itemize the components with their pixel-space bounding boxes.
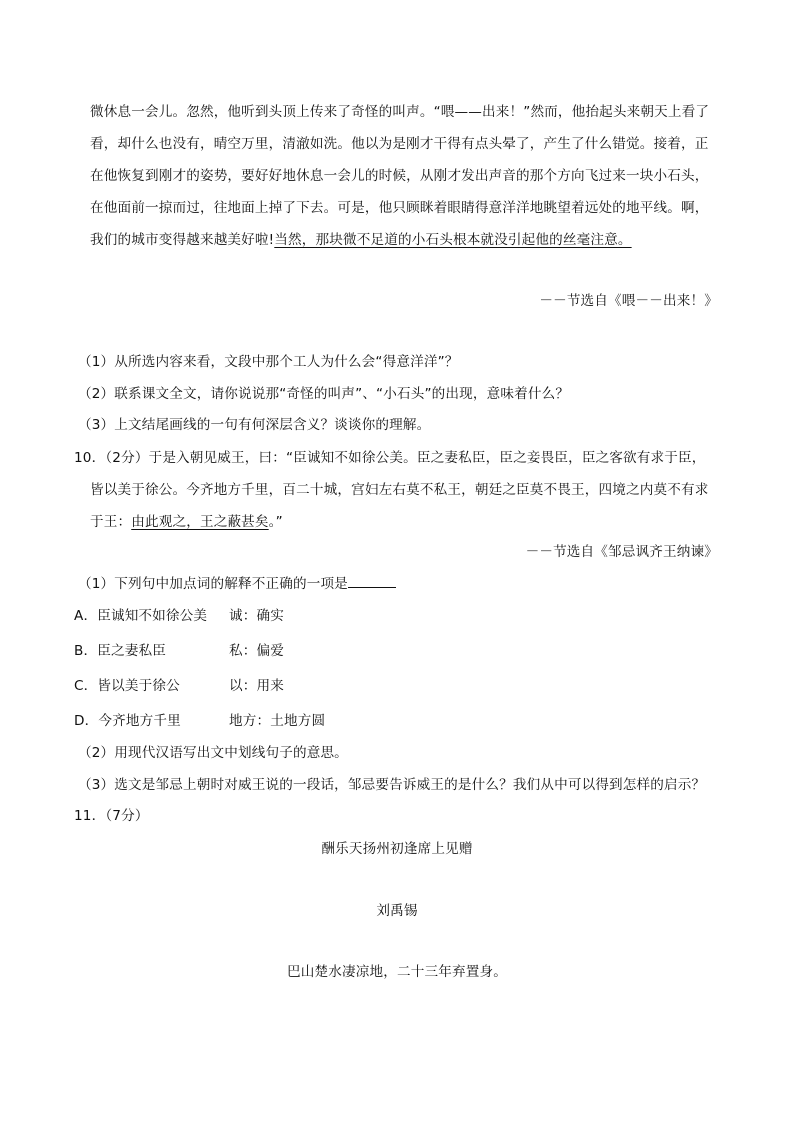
option-c-letter: C． [74,678,98,694]
poem-title: 酬乐天扬州初逢席上见赠 [321,841,473,857]
q10-line-1: 10．（2分）于是入朝见威王，曰：“臣诚知不如徐公美。臣之妻私臣，臣之妾畏臣，臣之客欲有求于臣， [74,450,706,466]
q10-sub1 [78,575,396,593]
option-c [74,677,284,695]
option-c-sentence: 皆以美于徐公 [97,678,180,694]
q9-sub1: （1）从所选内容来看，文段中那个工人为什么会“得意洋洋”？ [78,354,459,370]
option-c-gloss: 以：用来 [229,678,284,694]
q9-sub2: （2）联系课文全文，请你说说那“奇怪的叫声”、“小石头”的出现，意味着什么？ [78,386,570,402]
option-b-letter: B． [74,643,98,659]
passage-source: －－节选自《喂－－出来！》 [539,293,718,309]
option-b-sentence: 臣之妻私臣 [97,643,166,659]
option-a-sentence: 臣诚知不如徐公美 [97,608,208,624]
option-a [74,607,284,625]
q10-line-3 [90,513,283,531]
option-d-letter: D． [74,713,99,729]
option-b [74,642,284,660]
q10-line-3-plain: 于王： [90,514,132,530]
q10-sub1-text: （1）下列句中加点词的解释不正确的一项是 [78,576,348,592]
q10-sub2: （2）用现代汉语写出文中划线句子的意思。 [78,745,348,761]
poem-line-1: 巴山楚水凄凉地，二十三年弃置身。 [287,964,507,980]
option-d [74,712,325,730]
q10-underlined-sentence: 由此观之，王之蔽甚矣 [131,514,269,530]
passage-line-5-plain: 我们的城市变得越来越美好啦! [90,232,275,248]
passage-line-2: 看，却什么也没有，晴空万里，清澈如洗。他以为是刚才干得有点头晕了，产生了什么错觉。接着，正 [90,136,709,152]
answer-blank[interactable] [348,575,396,588]
passage-line-5 [90,231,632,249]
q10-source: －－节选自《邹忌讽齐王纳谏》 [525,544,718,560]
option-a-letter: A． [74,608,98,624]
passage-line-4: 在他面前一掠而过，往地面上掉了下去。可是，他只顾眯着眼睛得意洋洋地眺望着远处的地平线。啊， [90,200,709,216]
passage-line-1: 微休息一会儿。忽然，他听到头顶上传来了奇怪的叫声。“喂——出来！”然而，他抬起头来朝天上看了 [90,104,710,120]
passage-line-3: 在他恢复到刚才的姿势，要好好地休息一会儿的时候，从刚才发出声音的那个方向飞过来一块小石头， [90,168,709,184]
q9-sub3: （3）上文结尾画线的一句有何深层含义？谈谈你的理解。 [78,417,431,433]
q10-sub3: （3）选文是邹忌上朝时对威王说的一段话，邹忌要告诉威王的是什么？我们从中可以得到怎样的启示？ [78,777,706,793]
passage-underlined-sentence: 当然，那块微不足道的小石头根本就没引起他的丝毫注意。 [274,232,632,248]
q10-line-3-end: 。” [268,514,283,530]
option-d-sentence: 今齐地方千里 [98,713,181,729]
q10-line-2: 皆以美于徐公。今齐地方千里，百二十城，宫妇左右莫不私王，朝廷之臣莫不畏王，四境之内莫不有求 [90,482,709,498]
option-d-gloss: 地方：土地方圆 [229,713,326,729]
q11-header: 11．（7分） [74,808,149,824]
poem-author: 刘禹锡 [376,903,418,919]
option-a-gloss: 诚：确实 [229,608,284,624]
option-b-gloss: 私：偏爱 [229,643,284,659]
